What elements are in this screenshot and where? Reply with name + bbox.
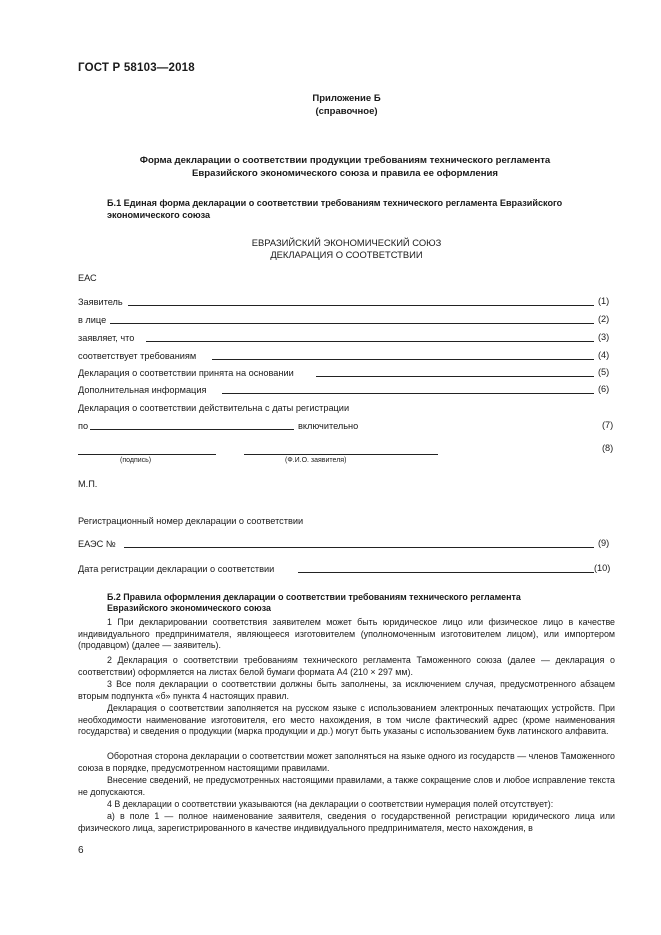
eaes-number-line[interactable]: [124, 547, 594, 548]
form-union-heading: ЕВРАЗИЙСКИЙ ЭКОНОМИЧЕСКИЙ СОЮЗ: [251, 237, 442, 248]
field-basis-label: Декларация о соответствии принята на основании: [78, 368, 294, 378]
rules-paragraph-4: Декларация о соответствии заполняется на русском языке с использованием электронных печатающих устройств. При необходимости наименование изготовителя, его место нахождения, в том числе фактический адрес (кроме наименования государства) и сведения о продукции (марка продукции и др.) могут быть указаны с использованием букв латинского алфавита.: [78, 703, 615, 737]
field-applicant-label: Заявитель: [78, 297, 123, 307]
applicant-name-line[interactable]: [244, 454, 438, 455]
field-requirements-number: (4): [598, 350, 610, 360]
eac-mark: ЕАС: [78, 273, 97, 283]
registration-date-number: (10): [594, 563, 611, 573]
field-representative-number: (2): [598, 314, 610, 324]
field-applicant-line[interactable]: [128, 305, 594, 306]
rules-paragraph-3: 3 Все поля декларации о соответствии должны быть заполнены, за исключением случая, предусмотренного абзацем вторым подпункта «б» пункта 4 настоящих правил.: [78, 679, 615, 701]
applicant-name-caption: (Ф.И.О. заявителя): [285, 457, 347, 464]
field-declares-label: заявляет, что: [78, 333, 135, 343]
field-declares-line[interactable]: [146, 341, 594, 342]
section-b2-heading-line1: Б.2 Правила оформления декларации о соответствии требованиям технического регламента: [107, 592, 521, 602]
seal-place-label: М.П.: [78, 479, 98, 489]
field-representative-line[interactable]: [110, 323, 594, 324]
field-requirements-label: соответствует требованиям: [78, 351, 197, 361]
eaes-number-field-number: (9): [598, 538, 610, 548]
signature-line[interactable]: [78, 454, 216, 455]
rules-paragraph-5: Оборотная сторона декларации о соответствии может заполняться на языке одного из государств — членов Таможенного союза в порядке, предусмотренном настоящими правилами.: [78, 751, 615, 773]
annex-subtitle: (справочное): [315, 106, 378, 117]
validity-until-label: по: [78, 421, 89, 431]
annex-title: Приложение Б: [312, 93, 381, 104]
signature-caption: (подпись): [120, 457, 152, 464]
rules-paragraph-1: 1 При декларировании соответствия заявителем может быть юридическое лицо или физическое лицо в качестве индивидуального предпринимателя, являющееся изготовителем (уполномоченным изготовителем лицом), или импортером (продавцом) (далее — заявитель).: [78, 617, 615, 651]
field-additional-info-line[interactable]: [222, 393, 594, 394]
field-basis-line[interactable]: [316, 376, 594, 377]
form-title-line1: Форма декларации о соответствии продукции требованиям технического регламента: [139, 155, 551, 166]
rules-paragraph-6: Внесение сведений, не предусмотренных настоящими правилами, а также сокращение слов и любое исправление текста не допускаются.: [78, 775, 615, 797]
field-additional-info-label: Дополнительная информация: [78, 385, 207, 395]
signature-number: (8): [602, 443, 614, 453]
field-additional-info-number: (6): [598, 384, 610, 394]
field-representative-label: в лице: [78, 315, 107, 325]
validity-date-line[interactable]: [90, 429, 294, 430]
registration-date-label: Дата регистрации декларации о соответствии: [78, 564, 275, 574]
section-b2-heading-line2: Евразийского экономического союза: [107, 603, 271, 613]
validity-inclusive-label: включительно: [298, 421, 359, 431]
form-declaration-heading: ДЕКЛАРАЦИЯ О СООТВЕТСТВИИ: [270, 249, 423, 260]
validity-number: (7): [602, 420, 614, 430]
section-b1-heading-line1: Б.1 Единая форма декларации о соответствии требованиям технического регламента Евразийского: [107, 198, 563, 208]
page-number: 6: [78, 845, 84, 856]
field-declares-number: (3): [598, 332, 610, 342]
registration-number-label: Регистрационный номер декларации о соответствии: [78, 516, 304, 526]
field-basis-number: (5): [598, 367, 610, 377]
section-b1-heading-line2: экономического союза: [107, 210, 211, 220]
rules-paragraph-8: а) в поле 1 — полное наименование заявителя, сведения о государственной регистрации юридического лица или физического лица, зарегистрированного в качестве индивидуального предпринимателя, место нахождения, в: [78, 811, 615, 833]
rules-paragraph-7: 4 В декларации о соответствии указываются (на декларации о соответствии нумерация полей отсутствует):: [107, 799, 554, 809]
rules-paragraph-2: 2 Декларация о соответствии требованиям технического регламента Таможенного союза (далее — декларация о соответствии) оформляется на листах белой бумаги формата А4 (210 × 297 мм).: [78, 655, 615, 677]
validity-text: Декларация о соответствии действительна с даты регистрации: [78, 403, 350, 413]
field-requirements-line[interactable]: [212, 359, 594, 360]
form-title-line2: Евразийского экономического союза и правила ее оформления: [191, 168, 499, 179]
eaes-number-label: ЕАЭС №: [78, 539, 116, 549]
registration-date-line[interactable]: [298, 572, 594, 573]
standard-number: ГОСТ Р 58103—2018: [78, 62, 195, 74]
field-applicant-number: (1): [598, 296, 610, 306]
